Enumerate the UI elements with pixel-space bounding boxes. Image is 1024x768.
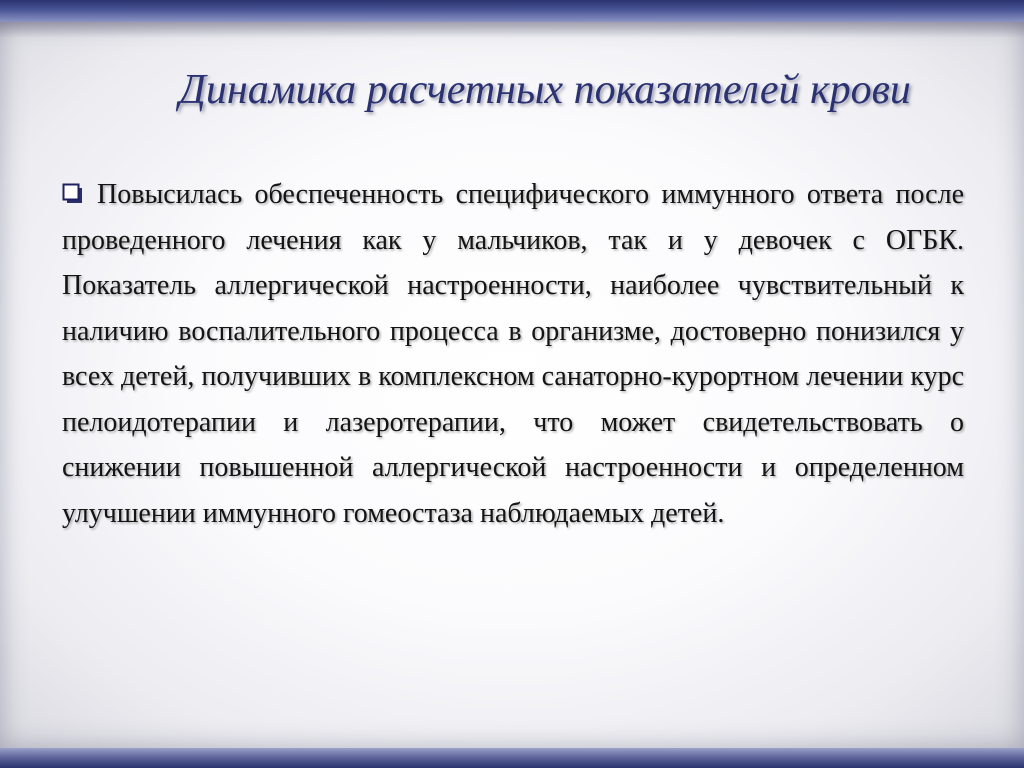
bottom-frame-band	[0, 748, 1024, 768]
slide-top-shadow	[0, 22, 1024, 38]
checkbox-bullet-icon	[62, 183, 83, 204]
top-frame-band	[0, 0, 1024, 22]
slide-title: Динамика расчетных показателей крови	[179, 67, 911, 113]
slide-body	[62, 172, 964, 536]
body-paragraph: Повысилась обеспеченность специфического иммунного ответа после проведенного лечения как у мальчиков, так и у девочек с ОГБК. Показатель аллергической настроенности, наиболее чувствительный к наличию воспалительного процесса в организме, достоверно понизился у всех детей, получивших в комплексном санаторно-курортном лечении курс пелоидотерапии и лазеротерапии, что может свидетельствовать о снижении повышенной аллергической настроенности и определенном улучшении иммунного гомеостаза наблюдаемых детей.	[62, 179, 964, 529]
